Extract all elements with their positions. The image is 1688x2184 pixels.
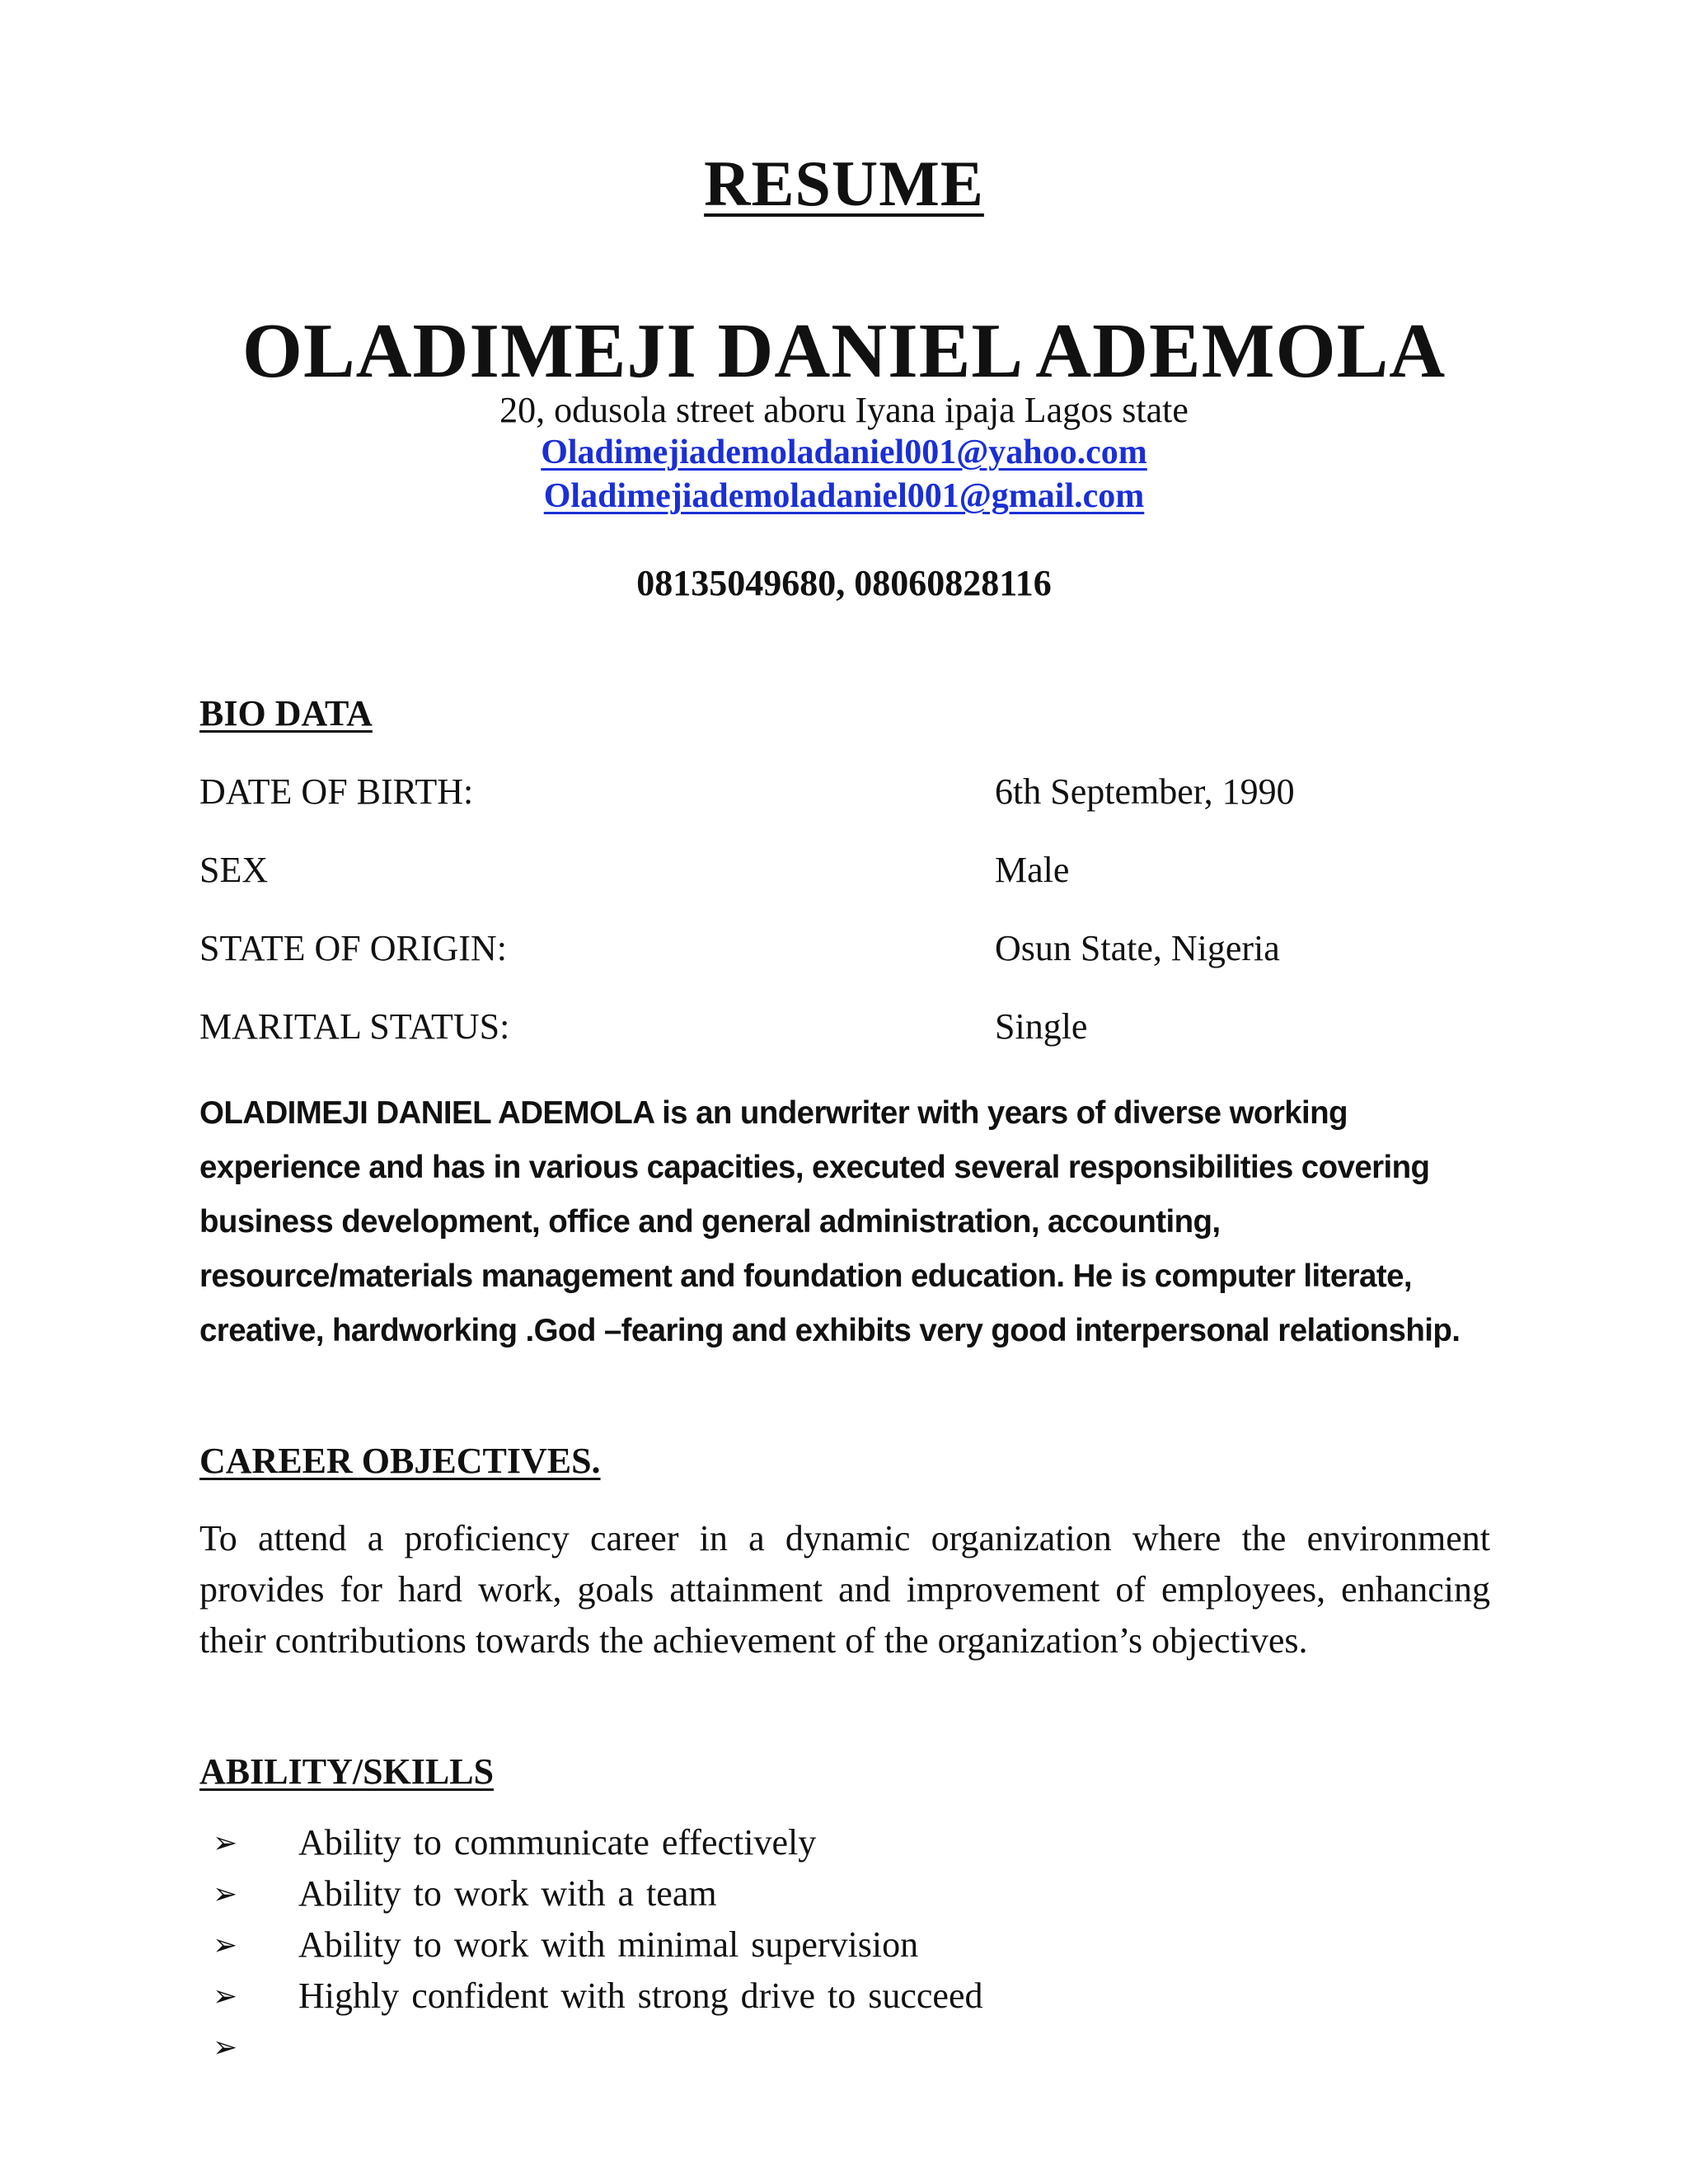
skill-text: Ability to work with minimal supervision [298, 1924, 919, 1965]
skills-list [0, 1821, 1688, 2077]
arrowhead-bullet-icon: ➢ [213, 1929, 238, 1962]
phone-numbers: 08135049680, 08060828116 [636, 563, 1052, 603]
skill-text: Ability to work with a team [298, 1873, 717, 1914]
bio-label-date-of-birth: DATE OF BIRTH: [199, 771, 474, 812]
email-link-gmail[interactable]: Oladimejiademoladaniel001@gmail.com [543, 477, 1145, 515]
bio-label-state-of-origin: STATE OF ORIGIN: [199, 928, 507, 968]
document-title: RESUME [704, 148, 984, 219]
applicant-name: OLADIMEJI DANIEL ADEMOLA [241, 308, 1447, 394]
skill-item [0, 1924, 1688, 1975]
address: 20, odusola street aboru Iyana ipaja Lagos state [499, 390, 1189, 430]
arrowhead-bullet-icon: ➢ [213, 2031, 238, 2064]
professional-summary: OLADIMEJI DANIEL ADEMOLA is an underwriter with years of diverse working experience and has in various capacities, executed several responsibilities covering business development, office and general administration, accounting, resource/materials management and foundation education. He is computer literate, creative, hardworking .God –fearing and exhibits very good interpersonal relationship. [199, 1095, 1461, 1348]
arrowhead-bullet-icon: ➢ [213, 1877, 238, 1911]
skill-item-empty [0, 2026, 1688, 2077]
skill-item [0, 1821, 1688, 1872]
career-objectives-text: To attend a proficiency career in a dynamic organization where the environment provides for hard work, goals attainment and improvement of employees, enhancing their contributions towards the achievement of the organization’s objectives. [199, 1518, 1490, 1661]
skill-item [0, 1975, 1688, 2026]
skill-text: Ability to communicate effectively [298, 1822, 817, 1863]
bio-value-sex: Male [995, 850, 1070, 890]
bio-value-state-of-origin: Osun State, Nigeria [995, 928, 1280, 968]
arrowhead-bullet-icon: ➢ [213, 1826, 238, 1860]
bio-value-date-of-birth: 6th September, 1990 [995, 771, 1295, 812]
skill-text: Highly confident with strong drive to succeed [298, 1975, 983, 2016]
career-objectives-heading: CAREER OBJECTIVES. [199, 1441, 601, 1481]
email-link-yahoo[interactable]: Oladimejiademoladaniel001@yahoo.com [541, 434, 1147, 471]
skills-heading: ABILITY/SKILLS [199, 1751, 495, 1792]
bio-label-marital-status: MARITAL STATUS: [199, 1006, 510, 1047]
skill-item [0, 1872, 1688, 1924]
bio-value-marital-status: Single [995, 1006, 1088, 1047]
bio-data-heading: BIO DATA [199, 693, 373, 733]
arrowhead-bullet-icon: ➢ [213, 1980, 238, 2013]
bio-label-sex: SEX [199, 850, 269, 890]
